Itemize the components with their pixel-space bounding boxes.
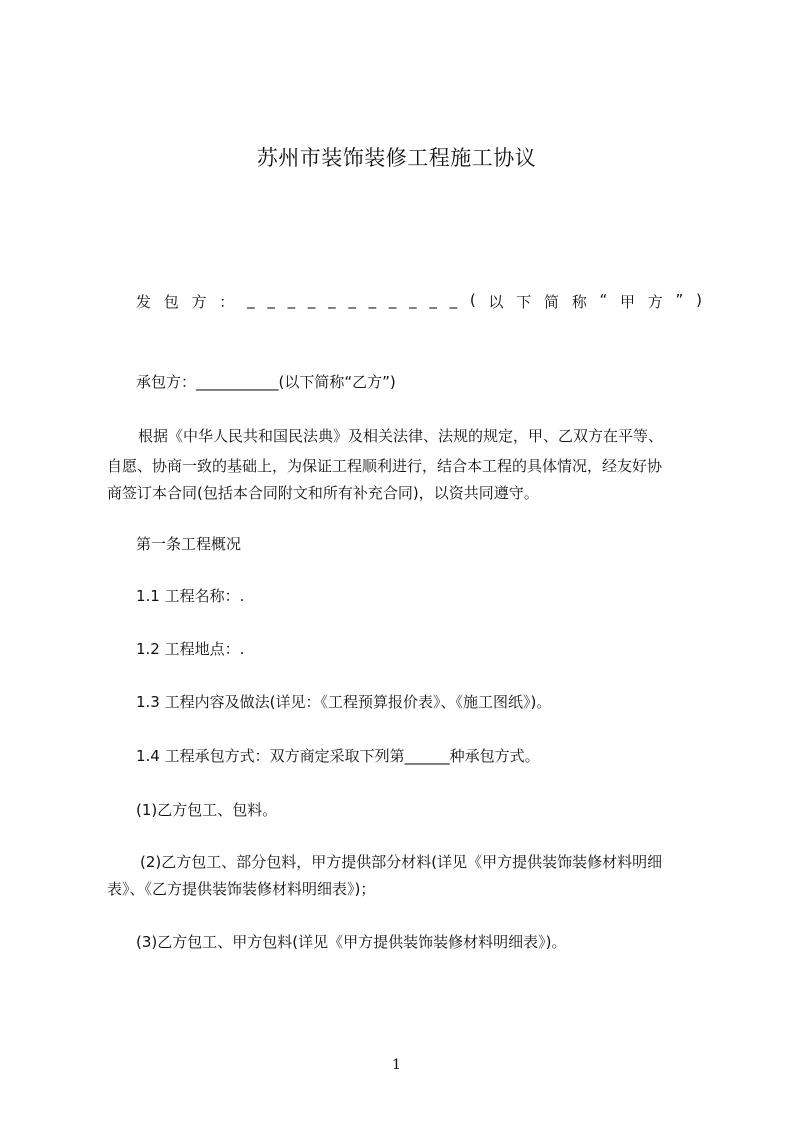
party-a-char: ：: [219, 293, 235, 311]
party-a-char: _: [307, 291, 316, 309]
party-a-char: _: [368, 291, 377, 309]
party-a-char: _: [247, 291, 255, 309]
document-title: 苏州市装饰装修工程施工协议: [256, 146, 537, 170]
party-a-char: 包: [163, 293, 179, 311]
party-a-char: 下: [516, 293, 532, 311]
item-1-2: 1.2 工程地点：.: [136, 640, 245, 658]
option-2-line-1: (2)乙方包工、部分包料，甲方提供部分材料(详见《甲方提供装饰装修材料明细: [140, 853, 663, 871]
party-b-line: 承包方：___________(以下简称“乙方”): [136, 373, 396, 391]
page-number: 1: [392, 1057, 401, 1073]
party-a-char: _: [449, 291, 458, 309]
item-1-1: 1.1 工程名称：.: [136, 587, 245, 605]
option-1: (1)乙方包工、包料。: [136, 801, 278, 819]
item-1-3: 1.3 工程内容及做法(详见：《工程预算报价表》、《施工图纸》)。: [136, 693, 552, 711]
preamble-line-1: 根据《中华人民共和国民法典》及相关法律、法规的规定，甲、乙双方在平等、: [138, 427, 664, 445]
party-a-char: 方: [647, 293, 663, 311]
party-a-char: 称: [571, 293, 587, 311]
party-a-char: 甲: [620, 293, 636, 311]
party-a-char: _: [348, 291, 356, 309]
party-a-char: 发: [136, 293, 152, 311]
party-a-char: _: [287, 291, 296, 309]
party-a-char: _: [429, 291, 437, 309]
party-a-char: _: [267, 291, 275, 309]
party-a-char: _: [409, 291, 417, 309]
party-a-char: 简: [543, 293, 559, 311]
item-1-4: 1.4 工程承包方式：双方商定采取下列第______种承包方式。: [136, 747, 540, 765]
party-a-char: “: [599, 291, 608, 309]
party-a-char: 以: [488, 293, 504, 311]
preamble-line-3: 商签订本合同(包括本合同附文和所有补充合同)，以资共同遵守。: [107, 484, 539, 502]
party-a-char: 方: [191, 293, 207, 311]
party-a-char: _: [388, 291, 397, 309]
party-a-char: _: [328, 291, 336, 309]
option-3: (3)乙方包工、甲方包料(详见《甲方提供装饰装修材料明细表》)。: [136, 933, 567, 951]
preamble-line-2: 自愿、协商一致的基础上，为保证工程顺利进行，结合本工程的具体情况，经友好协: [107, 457, 663, 475]
party-a-char: (: [469, 291, 476, 309]
section-1-title: 第一条工程概况: [136, 535, 242, 553]
option-2-line-2: 表》、《乙方提供装饰装修材料明细表》)；: [107, 880, 376, 898]
party-a-char: ): [696, 291, 702, 309]
party-a-line: [136, 291, 702, 312]
party-a-char: ”: [675, 291, 684, 309]
